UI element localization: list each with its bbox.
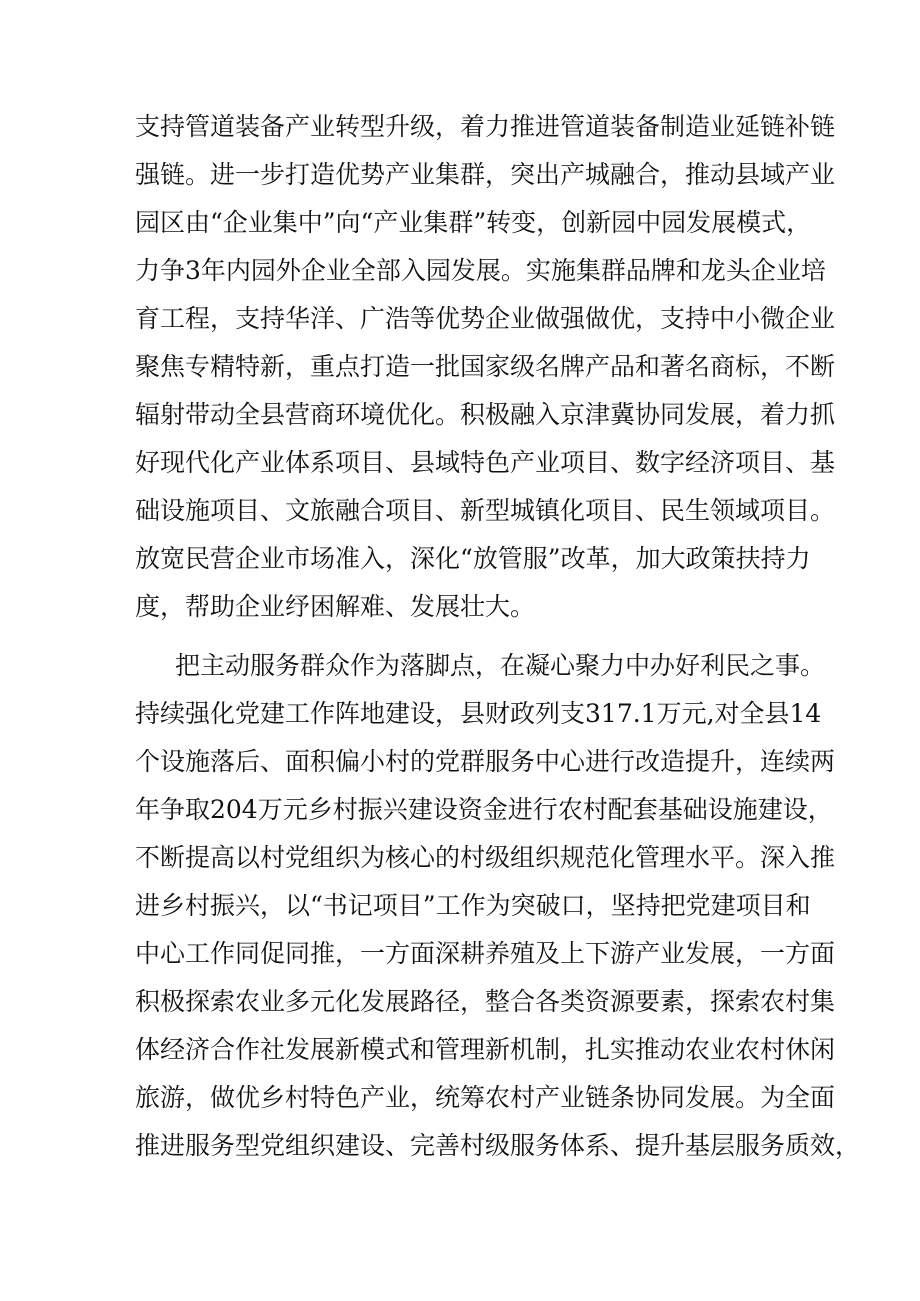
text-line: 体经济合作社发展新模式和管理新机制，扎实推动农业农村休闲 [135, 1035, 836, 1064]
text-line: 力争3年内园外企业全部入园发展。实施集群品牌和龙头企业培 [135, 256, 826, 285]
text-line: 放宽民营企业市场准入，深化“放管服”改革，加大政策扶持力 [135, 544, 811, 573]
text-line: 旅游，做优乡村特色产业，统筹农村产业链条协同发展。为全面 [135, 1083, 836, 1112]
text-line: 持续强化党建工作阵地建设，县财政列支317.1万元,对全县14 [135, 699, 822, 728]
text-line: 推进服务型党组织建设、完善村级服务体系、提升基层服务质效， [135, 1131, 861, 1160]
text-line: 进乡村振兴，以“书记项目”工作为突破口，坚持把党建项目和 [135, 891, 811, 920]
text-line: 辐射带动全县营商环境优化。积极融入京津冀协同发展，着力抓 [135, 400, 836, 429]
text-line: 聚焦专精特新，重点打造一批国家级名牌产品和著名商标，不断 [135, 352, 836, 381]
text-line: 度，帮助企业纾困解难、发展壮大。 [135, 592, 536, 621]
text-line: 础设施项目、文旅融合项目、新型城镇化项目、民生领域项目。 [135, 496, 836, 525]
text-line: 好现代化产业体系项目、县域特色产业项目、数字经济项目、基 [135, 448, 836, 477]
text-line: 积极探索农业多元化发展路径，整合各类资源要素，探索农村集 [135, 987, 836, 1016]
paragraph-first-line: 把主动服务群众作为落脚点，在凝心聚力中办好利民之事。 [175, 651, 826, 680]
text-line: 育工程，支持华洋、广浩等优势企业做强做优，支持中小微企业 [135, 304, 836, 333]
text-line: 强链。进一步打造优势产业集群，突出产城融合，推动县域产业 [135, 160, 836, 189]
text-line: 个设施落后、面积偏小村的党群服务中心进行改造提升，连续两 [135, 747, 836, 776]
text-line: 支持管道装备产业转型升级，着力推进管道装备制造业延链补链 [135, 112, 836, 141]
text-line: 园区由“企业集中”向“产业集群”转变，创新园中园发展模式， [135, 208, 812, 237]
text-line: 不断提高以村党组织为核心的村级组织规范化管理水平。深入推 [135, 843, 836, 872]
text-line: 年争取204万元乡村振兴建设资金进行农村配套基础设施建设， [135, 795, 833, 824]
text-line: 中心工作同促同推，一方面深耕养殖及上下游产业发展，一方面 [135, 939, 836, 968]
